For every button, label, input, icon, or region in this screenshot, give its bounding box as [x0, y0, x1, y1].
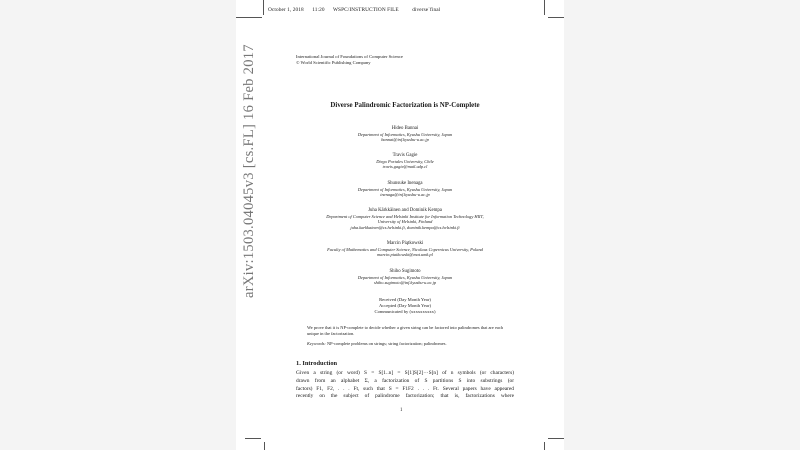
page-number: 1 — [400, 408, 403, 413]
received-dates — [296, 297, 514, 315]
author-email: juha.karkkainen@cs.helsinki.fi, dominik.kempa@cs.helsinki.fi — [350, 224, 460, 230]
author-block — [296, 126, 514, 143]
author-affiliation: Faculty of Mathematics and Computer Science, Nicolaus Copernicus University, Poland — [327, 246, 483, 252]
crop-mark — [236, 17, 262, 18]
body-line: recently on the subject of palindrome factorization; that is, factorizations where — [296, 393, 514, 400]
author-affiliation: Department of Informatics, Kyushu University, Japan — [357, 186, 453, 192]
header-name: diverse˙final — [412, 7, 441, 13]
crop-mark — [544, 0, 545, 15]
header-date: October 1, 2018 — [268, 7, 304, 13]
author-email: travis.gagie@mail.udp.cl — [382, 164, 428, 169]
header-time: 11:20 — [312, 7, 325, 13]
keywords — [307, 341, 503, 346]
body-line: Given a string (or word) S = S[1..n] = S[1]S[2]···S[n] of n symbols (or characters) — [296, 370, 514, 376]
header-file: WSPC/INSTRUCTION FILE — [332, 7, 399, 13]
arxiv-stamp: arXiv:1503.04045v3 [cs.FL] 16 Feb 2017 — [241, 44, 257, 298]
crop-mark — [544, 442, 545, 450]
author-block — [292, 208, 518, 230]
crop-mark — [548, 438, 564, 439]
body-text — [296, 370, 514, 401]
author-email: inenaga@inf.kyushu-u.ac.jp — [380, 192, 430, 197]
paper-title: Diverse Palindromic Factorization is NP-Complete — [330, 102, 480, 109]
accepted-line: Accepted (Day Month Year) — [378, 303, 432, 308]
author-name: Shunsuke Inenaga — [387, 181, 423, 186]
crop-mark — [263, 0, 264, 15]
author-block — [296, 181, 514, 198]
received-line: Received (Day Month Year) — [379, 297, 431, 302]
author-block — [296, 269, 514, 286]
author-affiliation: University of Helsinki, Finland — [377, 219, 433, 224]
author-name: Marcin Piątkowski — [386, 241, 424, 246]
crop-mark — [548, 17, 564, 18]
abstract: We prove that it is NP-complete to decide whether a given string can be factored into palindromes that are each unique in the factorization. — [307, 325, 503, 336]
journal-name: International Journal of Foundations of Computer Science — [296, 54, 403, 59]
body-line: drawn from an alphabet Σ, a factorization of S partitions S into substrings (or — [296, 377, 514, 384]
author-name: Shiho Sugimoto — [389, 269, 421, 274]
author-block — [292, 241, 518, 258]
crop-mark — [264, 442, 265, 450]
section-heading: 1. Introduction — [296, 360, 338, 367]
author-name: Travis Gagie — [392, 153, 418, 158]
author-email: bannai@inf.kyushu-u.ac.jp — [381, 137, 429, 142]
communicated-line: Communicated by (xxxxxxxxxx) — [374, 309, 436, 314]
keywords-label: Keywords: — [307, 341, 326, 346]
body-line: factors) F1, F2, . . . Ft, such that S = F1F2 . . . Ft. Several papers have appeared — [296, 385, 514, 392]
author-affiliation: Diego Portales University, Chile — [376, 158, 434, 164]
author-block — [296, 153, 514, 170]
crop-mark — [245, 438, 261, 439]
running-header — [268, 7, 447, 13]
author-email: shiho.sugimoto@inf.kyushu-u.ac.jp — [373, 280, 437, 285]
copyright: © World Scientific Publishing Company — [296, 60, 371, 65]
author-affiliation: Department of Informatics, Kyushu University, Japan — [357, 274, 453, 280]
author-affiliation: Department of Informatics, Kyushu University, Japan — [357, 131, 453, 137]
keywords-text: NP-complete problems on strings; string factorization; palindromes. — [326, 341, 447, 346]
journal-info — [296, 54, 403, 66]
author-email: marcin.piatkowski@mat.umk.pl — [377, 252, 433, 257]
author-name: Juha Kärkkäinen and Dominik Kempa — [368, 208, 442, 213]
author-affiliation: Department of Computer Science and Helsinki Institute for Information Technology HIIT, — [326, 213, 484, 219]
author-name: Hideo Bannai — [391, 126, 419, 131]
